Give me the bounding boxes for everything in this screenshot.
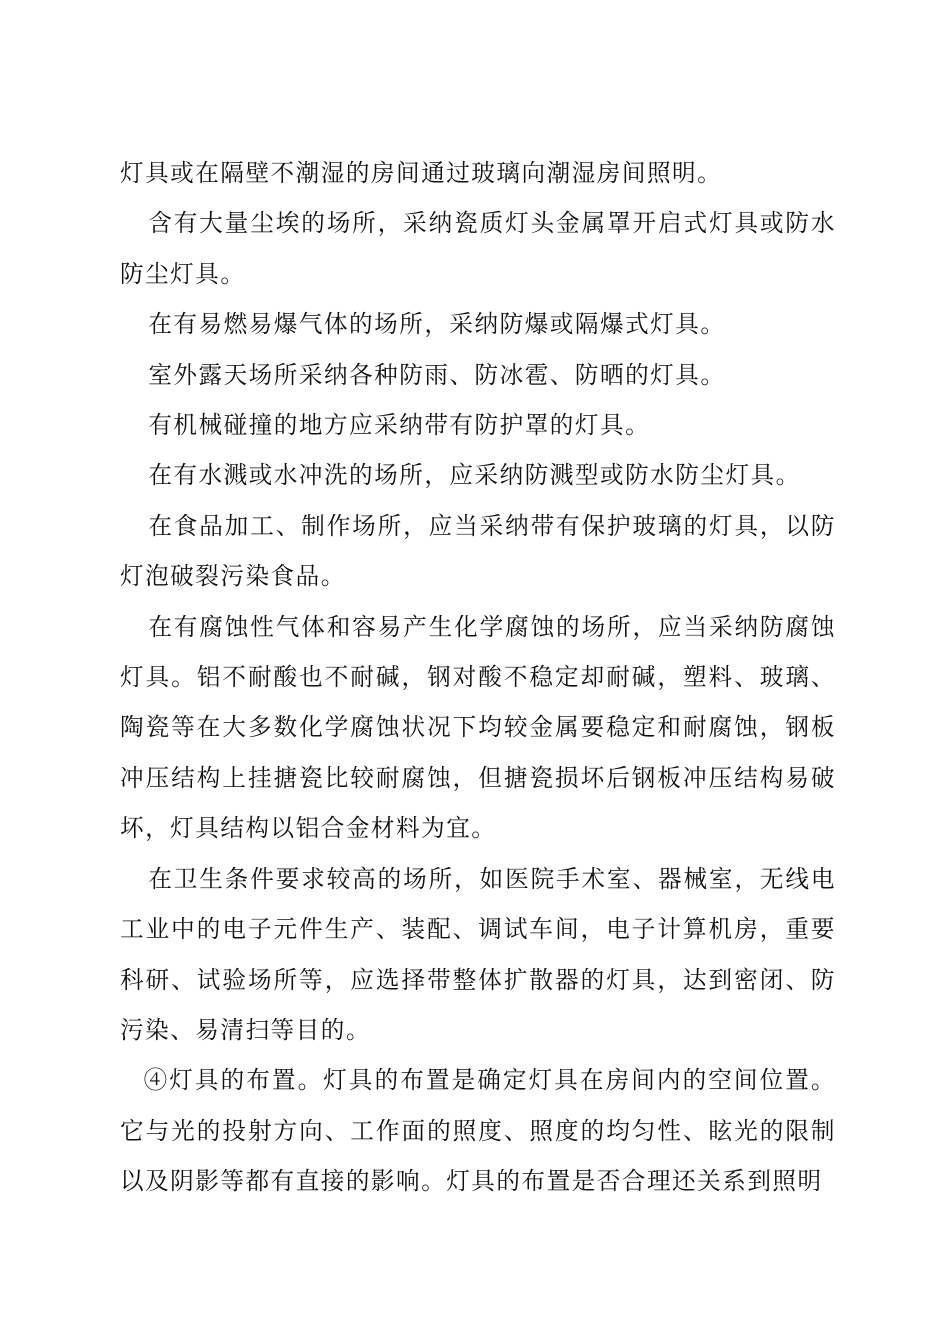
paragraph-damp-room-continuation: 灯具或在隔壁不潮湿的房间通过玻璃向潮湿房间照明。 [120,159,723,187]
paragraph-outdoor: 室外露天场所采纳各种防雨、防冰雹、防晒的灯具。 [148,360,726,389]
paragraph-dusty-places: 含有大量尘埃的场所，采纳瓷质灯头金属罩开启式灯具或防水防尘灯具。 [120,209,836,288]
paragraph-corrosive: 在有腐蚀性气体和容易产生化学腐蚀的场所，应当采纳防腐蚀灯具。铝不耐酸也不耐碱，钢对酸不稳定却耐碱，塑料、玻璃、陶瓷等在大多数化学腐蚀状况下均较金属要稳定和耐腐蚀，钢板冲压结构上挂搪瓷比较耐腐蚀，但搪瓷损坏后钢板冲压结构易破坏，灯具结构以铝合金材料为宜。 [120,612,836,843]
paragraph-luminaire-layout: ④灯具的布置。灯具的布置是确定灯具在房间内的空间位置。它与光的投射方向、工作面的照度、照度的均匀性、眩光的限制以及阴影等都有直接的影响。灯具的布置是否合理还关系到照明 [120,1066,836,1196]
body-text [120,148,836,1207]
paragraph-water-splash: 在有水溅或水冲洗的场所，应采纳防溅型或防水防尘灯具。 [148,461,801,490]
paragraph-food-processing: 在食品加工、制作场所，应当采纳带有保护玻璃的灯具，以防灯泡破裂污染食品。 [120,511,836,591]
paragraph-hygiene: 在卫生条件要求较高的场所，如医院手术室、器械室，无线电工业中的电子元件生产、装配、调试车间，电子计算机房，重要科研、试验场所等，应选择带整体扩散器的灯具，达到密闭、防污染、易清扫等目的。 [120,864,836,1044]
paragraph-mechanical-impact: 有机械碰撞的地方应采纳带有防护罩的灯具。 [148,411,651,440]
paragraph-explosive-gas: 在有易燃易爆气体的场所，采纳防爆或隔爆式灯具。 [148,310,726,339]
